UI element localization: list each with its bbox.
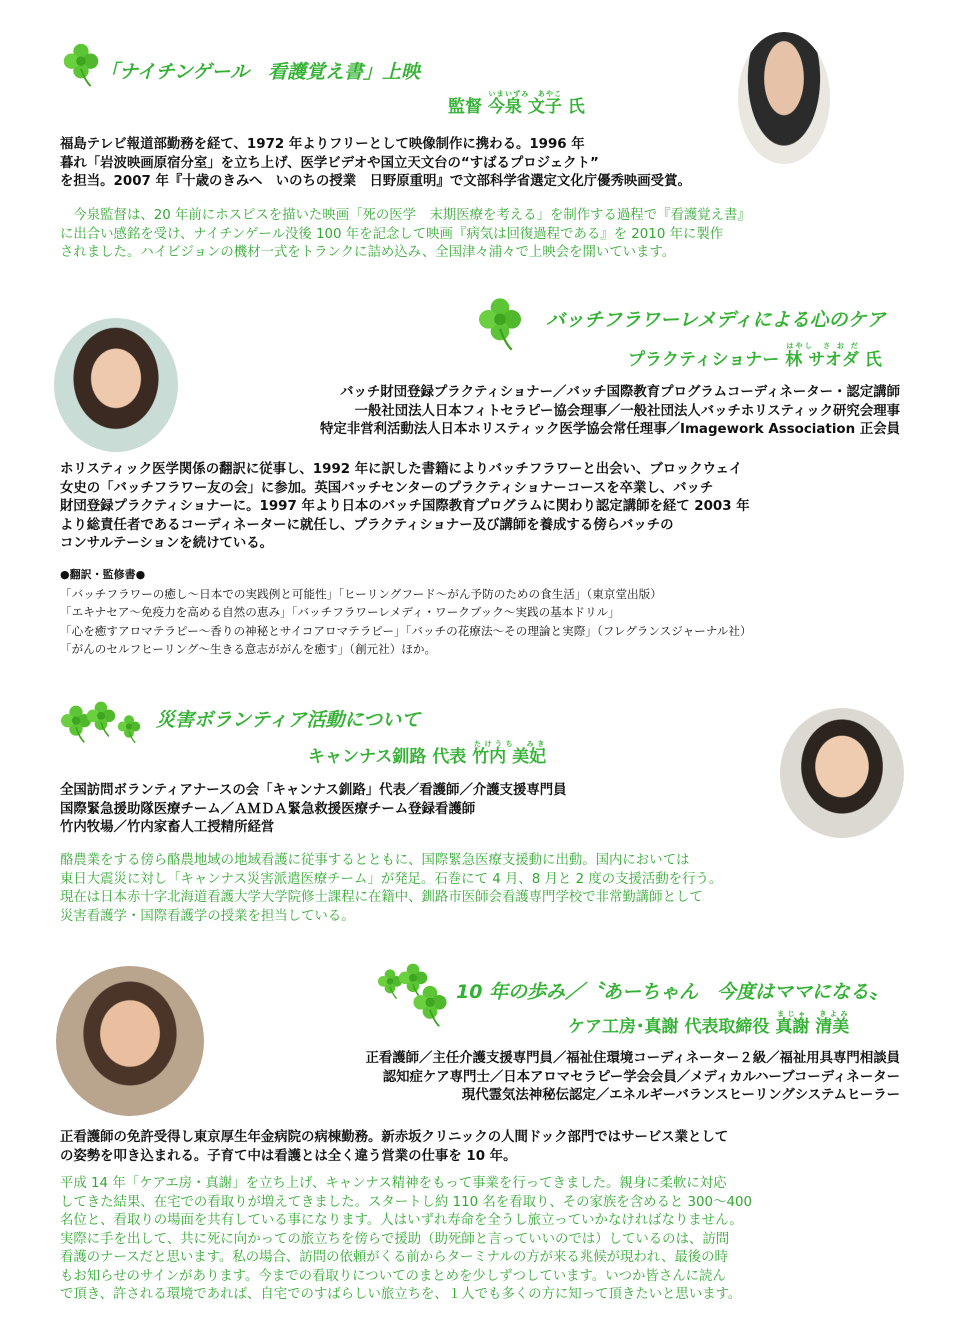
desc-line: 東日大震災に対し「キャンナス災害派遣医療チーム」が発足。石巻にて 4 月、8 月と 2 度の支援活動を行う。 bbox=[60, 871, 723, 887]
section-1-speaker bbox=[448, 90, 585, 118]
speaker-name-ruby: まじゃ きよみ bbox=[775, 1010, 850, 1018]
credential-line: 特定非営利活動法人日本ホリスティック医学協会常任理事／Imagework Association 正会員 bbox=[320, 422, 900, 437]
clover-icon bbox=[474, 296, 526, 352]
speaker-role: ケア工房･真謝 代表取締役 bbox=[568, 1017, 770, 1037]
books-heading: ●翻訳・監修書● bbox=[60, 568, 146, 581]
bio-line: ホリスティック医学関係の翻訳に従事し、1992 年に訳した書籍によりバッチフラワーと出会い、ブロックウェイ bbox=[60, 462, 743, 477]
section-4-title: 10 年の歩み／〝あーちゃん 今度はママになる〟 bbox=[456, 981, 889, 1003]
speaker-name-ruby: たけうち みき bbox=[472, 740, 547, 748]
desc-line: 今泉監督は、20 年前にホスピスを描いた映画「死の医学 末期医療を考える」を制作する過程で『看護覚え書』 bbox=[60, 208, 751, 223]
credential-line: 認知症ケア専門士／日本アロマセラピー学会会員／メディカルハーブコーディネーター bbox=[382, 1069, 900, 1085]
section-2-speaker bbox=[628, 342, 882, 371]
credential-line: 現代霊気法神秘伝認定／エネルギーバランスヒーリングシステムヒーラー bbox=[461, 1088, 900, 1103]
desc-line: 酪農業をする傍ら酪農地域の地域看護に従事するとともに、国際緊急医療支援動に出動。国内においては bbox=[60, 853, 690, 868]
speaker-name-ruby: いまいずみ あやこ bbox=[487, 90, 562, 98]
speaker-name: 竹内 美妃 bbox=[472, 747, 547, 767]
bio-line: 女史の「バッチフラワー友の会」に参加。英国バッチセンターのプラクティショナーコースを卒業し、バッチ bbox=[60, 480, 714, 496]
book-line: 「バッチフラワーの癒し～日本での実践例と可能性」「ヒーリングフード～がん予防のための食生活」（東京堂出版） bbox=[60, 586, 662, 601]
speaker-honorific: 氏 bbox=[567, 97, 585, 117]
section-3-title: 災害ボランティア活動について bbox=[156, 709, 421, 731]
speaker-name: 林 サオダ bbox=[785, 350, 859, 370]
desc-line: 現在は日本赤十字北海道看護大学大学院修士課程に在籍中、釧路市医師会看護専門学校で非常勤講師として bbox=[60, 890, 703, 905]
desc-line: 災害看護学・国際看護学の授業を担当している。 bbox=[60, 908, 355, 924]
speaker-name: 今泉 文子 bbox=[487, 97, 562, 117]
book-line: 「心を癒すアロマテラピー～香りの神秘とサイコアロマテラピー」「バッチの花療法～その理論と実際」（フレグランスジャーナル社） bbox=[60, 623, 752, 638]
section-2-title: バッチフラワーレメディによる心のケア bbox=[546, 309, 886, 331]
clover-icon bbox=[58, 42, 104, 88]
clover-icon bbox=[84, 700, 118, 738]
bio-line: より総責任者であるコーディネーターに就任し、プラクティショナー及び講師を養成する傍らバッチの bbox=[60, 517, 674, 533]
credential-line: 国際緊急援助隊医療チーム／ＡＭＤＡ緊急救援医療チーム登録看護師 bbox=[60, 801, 476, 817]
speaker-name-ruby: はやし さ お だ bbox=[785, 342, 859, 350]
clover-icon bbox=[410, 984, 450, 1028]
credential-line: バッチ財団登録プラクティショナー／バッチ国際教育プログラムコーディネーター・認定講師 bbox=[340, 385, 900, 400]
desc-line: に出合い感銘を受け、ナイチンゲール没後 100 年を記念して映画『病気は回復過程である』を 2010 年に製作 bbox=[60, 226, 724, 242]
speaker-role: 監督 bbox=[448, 97, 482, 117]
speaker-role: プラクティショナー bbox=[628, 350, 780, 370]
desc-line: 看護のナースだと思います。私の場合、訪問の依頼がくる前からターミナルの方が来る兆候が現われ、最後の時 bbox=[60, 1250, 728, 1265]
book-line: 「エキナセア～免疫力を高める自然の恵み」「バッチフラワーレメディ・ワークブック～実践の基本ドリル」 bbox=[60, 605, 620, 619]
bio-line: 財団登録プラクティショナーに。1997 年より日本のバッチ国際教育プログラムに関わり認定講師を経て 2003 年 bbox=[60, 499, 750, 514]
speaker-photo bbox=[54, 318, 178, 452]
desc-line: 名位と、看取りの場面を共有している事になります。人はいずれ寿命を全うし旅立っていかなければなりません。 bbox=[60, 1213, 743, 1228]
desc-line: 実際に手を出して、共に死に向かっての旅立ちを傍らで援助（助死師と言っていいのでは）しているのは、訪問 bbox=[60, 1231, 730, 1247]
credential-line: 竹内牧場／竹内家畜人工授精所経営 bbox=[60, 820, 275, 835]
bio-line: 福島テレビ報道部勤務を経て、1972 年よりフリーとして映像制作に携わる。1996 年 bbox=[60, 137, 585, 152]
speaker-name: 真謝 清美 bbox=[775, 1017, 850, 1037]
speaker-photo bbox=[56, 966, 204, 1116]
bio-line: コンサルテーションを続けている。 bbox=[60, 536, 274, 551]
desc-line: されました。ハイビジョンの機材一式をトランクに詰め込み、全国津々浦々で上映会を開いています。 bbox=[60, 245, 676, 260]
bio-line: 正看護師の免許受得し東京厚生年金病院の病棟勤務。新赤坂クリニックの人間ドック部門ではサービス業として bbox=[60, 1130, 729, 1145]
desc-line: 平成 14 年「ケアエ房・真謝」を立ち上げ、キャンナス精神をもって事業を行ってきました。親身に柔軟に対応 bbox=[60, 1176, 727, 1191]
section-1-title: 「ナイチンゲール 看護覚え書」上映 bbox=[100, 61, 420, 83]
section-4-speaker bbox=[568, 1010, 849, 1038]
clover-icon bbox=[116, 714, 142, 744]
desc-line: で頂き、許される環境であれば、自宅でのすばらしい旅立ちを、１人でも多くの方に知って頂きたいと思います。 bbox=[60, 1287, 742, 1302]
speaker-photo bbox=[780, 708, 904, 838]
credential-line: 一般社団法人日本フィトセラピー協会理事／一般社団法人バッチホリスティック研究会理事 bbox=[354, 403, 900, 419]
speaker-honorific: 氏 bbox=[864, 350, 882, 370]
bio-line: の姿勢を叩き込まれる。子育て中は看護とは全く違う営業の仕事を 10 年。 bbox=[60, 1148, 517, 1164]
speaker-role: キャンナス釧路 代表 bbox=[308, 747, 467, 767]
credential-line: 全国訪問ボランティアナースの会「キャンナス釧路」代表／看護師／介護支援専門員 bbox=[60, 783, 567, 798]
credential-line: 正看護師／主任介護支援専門員／福祉住環境コーディネーター２級／福祉用具専門相談員 bbox=[365, 1051, 900, 1066]
bio-line: 暮れ「岩波映画原宿分室」を立ち上げ、医学ビデオや国立天文台の“すばるプロジェクト” bbox=[60, 155, 599, 171]
section-3-speaker bbox=[308, 740, 546, 768]
desc-line: してきた結果、在宅での看取りが増えてきました。スタートし約 110 名を看取り、その家族を含めると 300～400 bbox=[60, 1194, 753, 1210]
bio-line: を担当。2007 年『十歳のきみへ いのちの授業 日野原重明』で文部科学省選定文化庁優秀映画受賞。 bbox=[60, 174, 691, 189]
desc-line: もお知らせのサインがあります。今までの看取りについてのまとめを少しずつしています。いつか皆さんに読ん bbox=[60, 1268, 726, 1284]
book-line: 「がんのセルフヒーリング～生きる意志ががんを癒す」（創元社）ほか。 bbox=[60, 642, 437, 656]
